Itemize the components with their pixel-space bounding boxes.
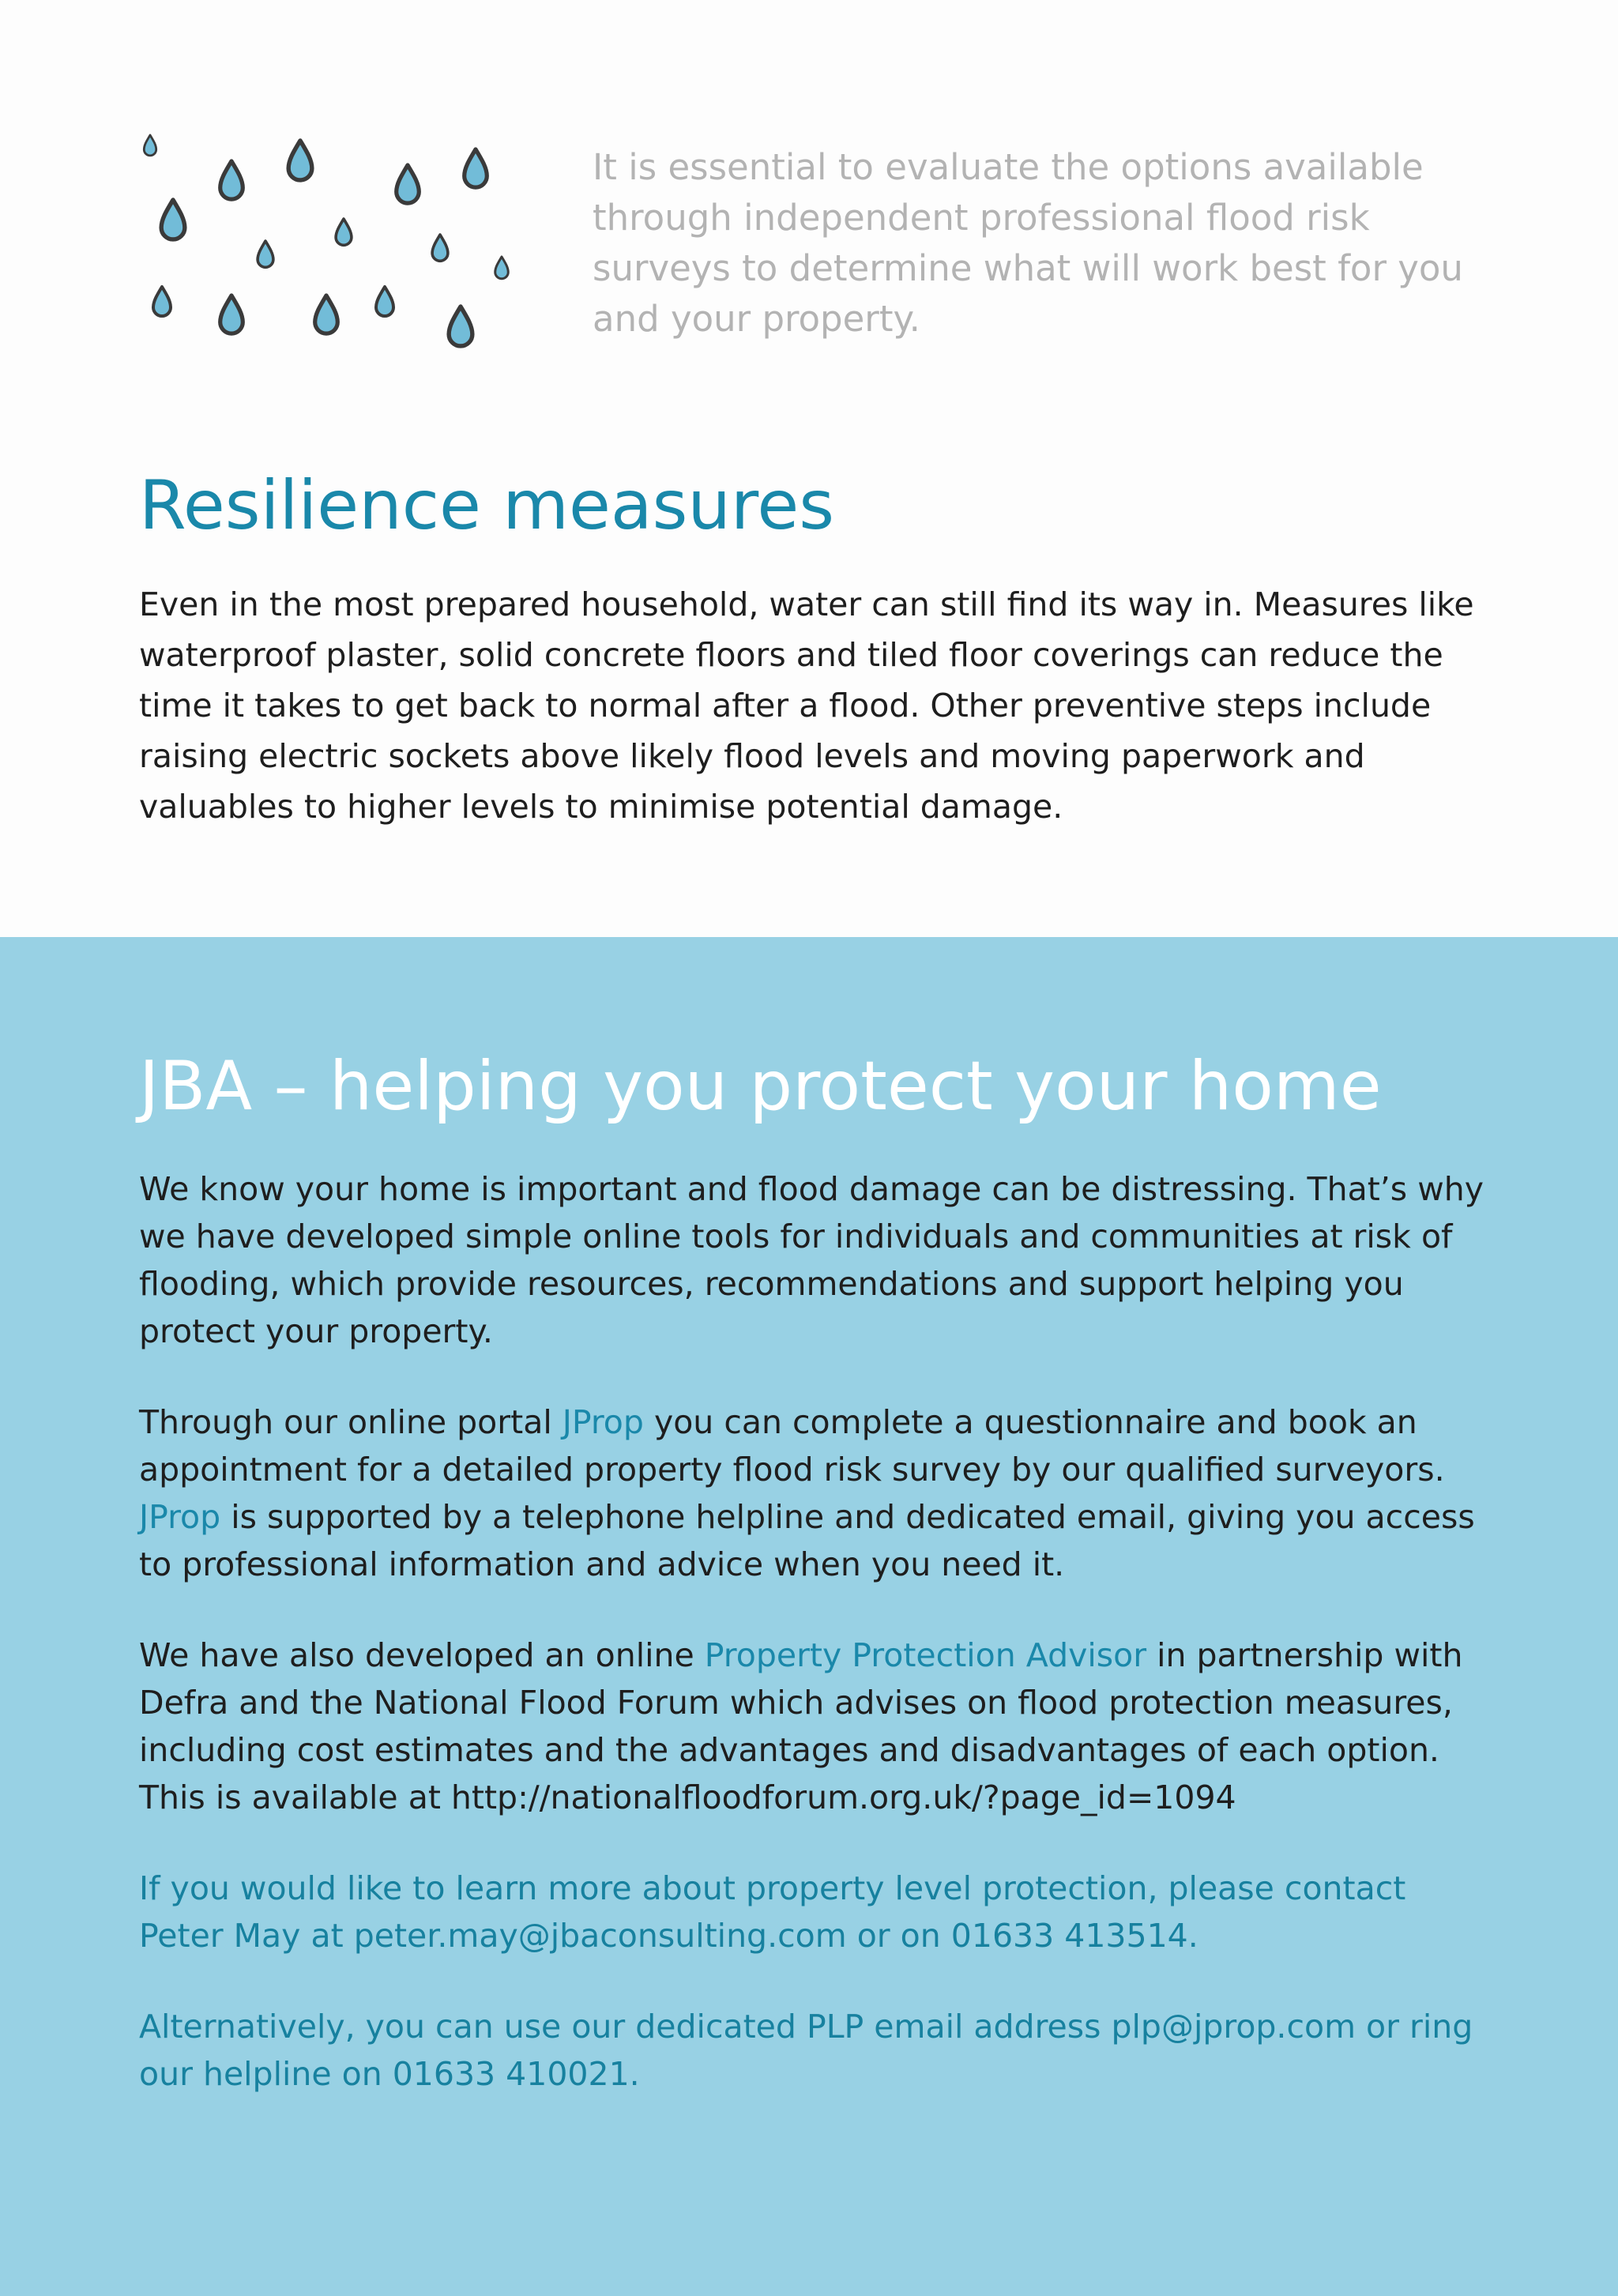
raindrops-icon <box>134 130 521 359</box>
top-section <box>0 0 1618 937</box>
raindrop-icon <box>153 287 171 316</box>
jba-paragraph-intro: We know your home is important and flood damage can be distressing. That’s why we have developed simple online tools for individuals and communities at risk of flooding, which provide resources, recommendations and support helping you protect your property. <box>139 1170 1484 1350</box>
raindrop-icon <box>315 295 338 333</box>
resilience-heading: Resilience measures <box>139 466 835 545</box>
raindrop-icon <box>432 235 448 261</box>
jprop-text-a: Through our online portal <box>139 1403 563 1441</box>
raindrop-icon <box>288 141 312 180</box>
raindrop-icon <box>258 241 273 267</box>
jprop-link-2[interactable]: JProp <box>139 1498 221 1536</box>
jba-heading: JBA – helping you protect your home <box>139 1047 1382 1126</box>
raindrop-icon <box>144 135 156 156</box>
raindrop-icon <box>397 165 420 203</box>
resilience-body: Even in the most prepared household, water can still find its way in. Measures like waterproof plaster, solid concrete floors and tiled floor coverings can reduce the time it takes to get back to normal after a flood. Other preventive steps include raising electric sockets above likely flood levels and moving paperwork and valuables to higher levels to minimise potential damage. <box>139 585 1474 826</box>
advisor-text-b: in partnership with Defra and the National Flood Forum which advises on flood protection measures, including cost estimates and the advantages and disadvantages of each option. This is available at http://nationalfloodforum.org.uk/?page_id=1094 <box>139 1636 1463 1816</box>
jba-paragraph-jprop <box>139 1398 1498 1588</box>
jba-paragraph-advisor <box>139 1632 1498 1821</box>
raindrop-icon <box>465 149 487 187</box>
jprop-link[interactable]: JProp <box>562 1403 644 1441</box>
raindrop-icon <box>376 287 393 316</box>
advisor-text-a: We have also developed an online <box>139 1636 705 1674</box>
contact-plp-helpline: Alternatively, you can use our dedicated PLP email address plp@jprop.com or ring our helpline on 01633 410021. <box>139 2008 1473 2093</box>
jprop-text-c: is supported by a telephone helpline and dedicated email, giving you access to professional information and advice when you need it. <box>139 1498 1475 1583</box>
raindrop-icon <box>449 307 472 346</box>
raindrop-icon <box>495 257 509 279</box>
raindrop-icon <box>220 295 243 333</box>
raindrop-icon <box>220 161 243 199</box>
jprop-text-b: you can complete a questionnaire and book an appointment for a detailed property flood risk survey by our qualified surveyors. <box>139 1403 1445 1489</box>
raindrop-icon <box>161 200 185 239</box>
contact-peter-may: If you would like to learn more about property level protection, please contact Peter May at peter.may@jbaconsulting.com or on 01633 413514. <box>139 1869 1406 1955</box>
intro-text: It is essential to evaluate the options available through independent professional flood risk surveys to determine what will work best for you and your property. <box>593 146 1463 340</box>
property-protection-advisor-link[interactable]: Property Protection Advisor <box>704 1636 1147 1674</box>
raindrop-icon <box>336 219 352 245</box>
